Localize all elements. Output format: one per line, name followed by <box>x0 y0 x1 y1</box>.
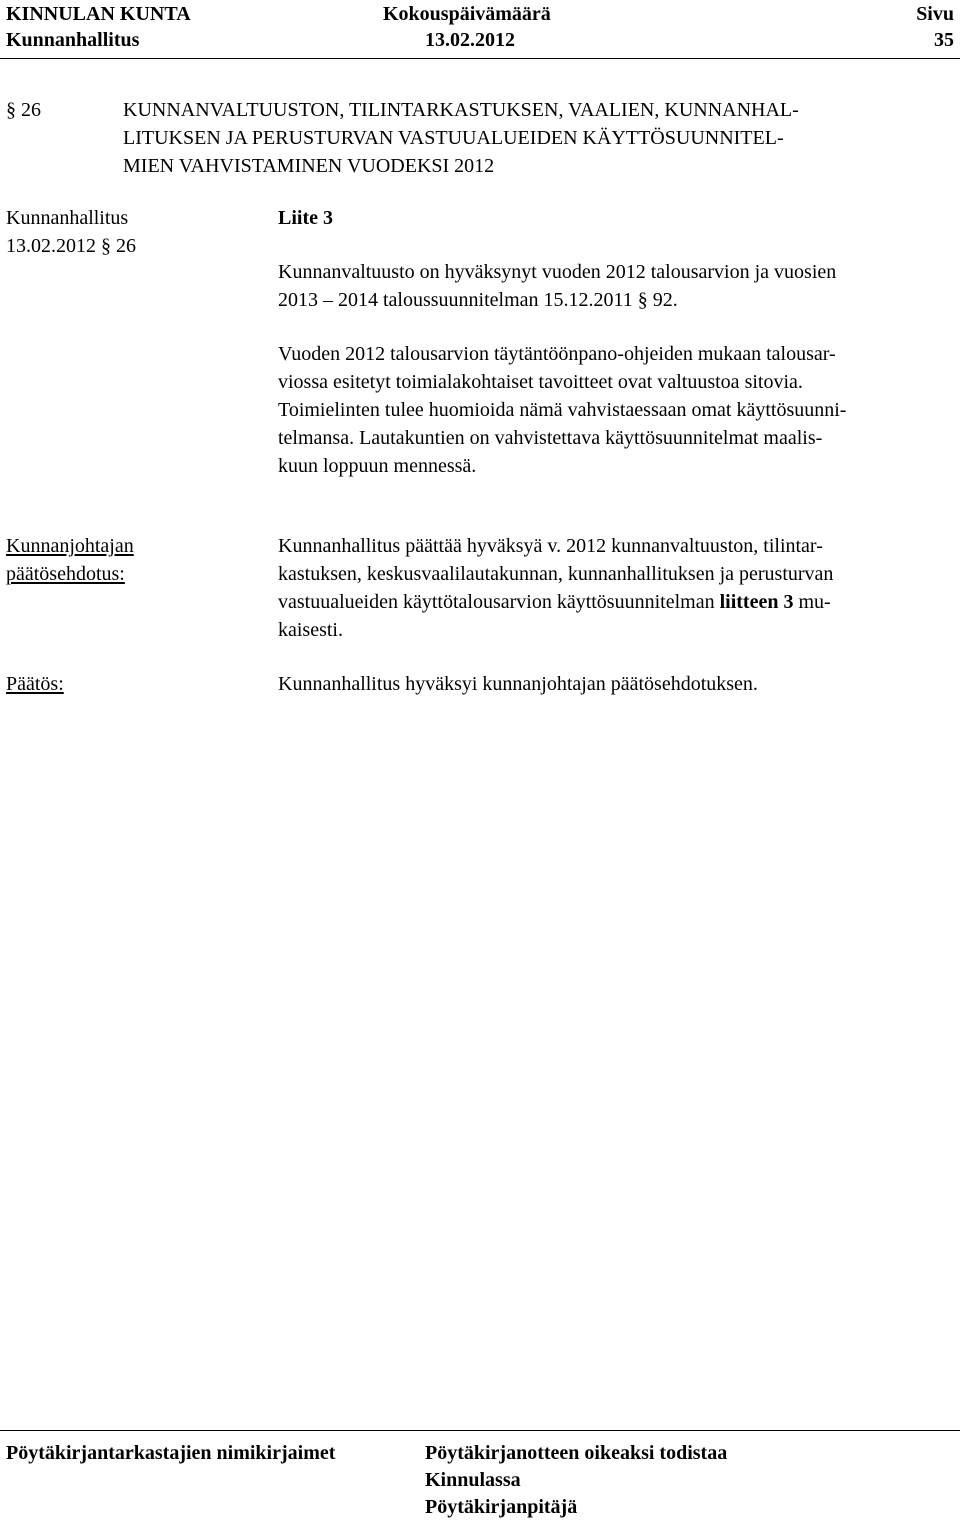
proposal-line-text: mu- <box>793 591 831 613</box>
header-divider <box>0 58 960 59</box>
municipality-name: KINNULAN KUNTA <box>6 3 191 25</box>
certify-label: Pöytäkirjanotteen oikeaksi todistaa <box>425 1442 728 1464</box>
certify-place: Kinnulassa <box>425 1469 521 1491</box>
section-title-line: KUNNANVALTUUSTON, TILINTARKASTUKSEN, VAALIEN, KUNNANHAL- <box>123 99 799 121</box>
paragraph-line: 2013 – 2014 taloussuunnitelman 15.12.2011 § 92. <box>278 289 678 311</box>
proposal-line: kaisesti. <box>278 619 343 641</box>
proposal-label-line-2: päätösehdotus: <box>6 563 125 585</box>
reference-body: Kunnanhallitus <box>6 207 129 229</box>
section-title-line: LITUKSEN JA PERUSTURVAN VASTUUALUEIDEN KÄYTTÖSUUNNITEL- <box>123 127 784 149</box>
proposal-line: Kunnanhallitus päättää hyväksyä v. 2012 kunnanvaltuuston, tilintar- <box>278 535 823 557</box>
attachment-label: Liite 3 <box>278 207 333 229</box>
section-title-line: MIEN VAHVISTAMINEN VUODEKSI 2012 <box>123 155 495 177</box>
proposal-line <box>278 588 948 616</box>
initials-label: Pöytäkirjantarkastajien nimikirjaimet <box>6 1442 336 1464</box>
paragraph-1 <box>278 258 948 314</box>
paragraph-2 <box>278 340 948 480</box>
footer-divider <box>0 1430 960 1431</box>
decision-text: Kunnanhallitus hyväksyi kunnanjohtajan päätösehdotuksen. <box>278 673 758 695</box>
meeting-date: 13.02.2012 <box>425 29 515 51</box>
date-label: Kokouspäivämäärä <box>383 3 551 25</box>
section-title <box>123 96 799 180</box>
proposal-label-line-1: Kunnanjohtajan <box>6 535 134 557</box>
paragraph-line: viossa esitetyt toimialakohtaiset tavoitteet ovat valtuustoa sitovia. <box>278 371 803 393</box>
attachment-reference: liitteen 3 <box>719 591 794 613</box>
proposal-line-text: vastuualueiden käyttötalousarvion käyttösuunnitelman <box>278 591 720 613</box>
decision-label: Päätös: <box>6 673 64 695</box>
proposal-line: kastuksen, keskusvaalilautakunnan, kunnanhallituksen ja perusturvan <box>278 563 834 585</box>
paragraph-line: Kunnanvaltuusto on hyväksynyt vuoden 2012 talousarvion ja vuosien <box>278 261 837 283</box>
section-number: § 26 <box>6 99 41 121</box>
paragraph-line: Toimielinten tulee huomioida nämä vahvistaessaan omat käyttösuunni- <box>278 399 847 421</box>
page-label: Sivu <box>916 3 954 25</box>
reference-date-paragraph: 13.02.2012 § 26 <box>6 235 136 257</box>
minutes-keeper: Pöytäkirjanpitäjä <box>425 1496 578 1518</box>
paragraph-line: telmansa. Lautakuntien on vahvistettava käyttösuunnitelmat maalis- <box>278 427 823 449</box>
paragraph-line: Vuoden 2012 talousarvion täytäntöönpano-ohjeiden mukaan talousar- <box>278 343 836 365</box>
page-number: 35 <box>934 29 954 51</box>
proposal-text <box>278 532 948 644</box>
paragraph-line: kuun loppuun mennessä. <box>278 455 477 477</box>
meeting-body: Kunnanhallitus <box>6 29 140 51</box>
